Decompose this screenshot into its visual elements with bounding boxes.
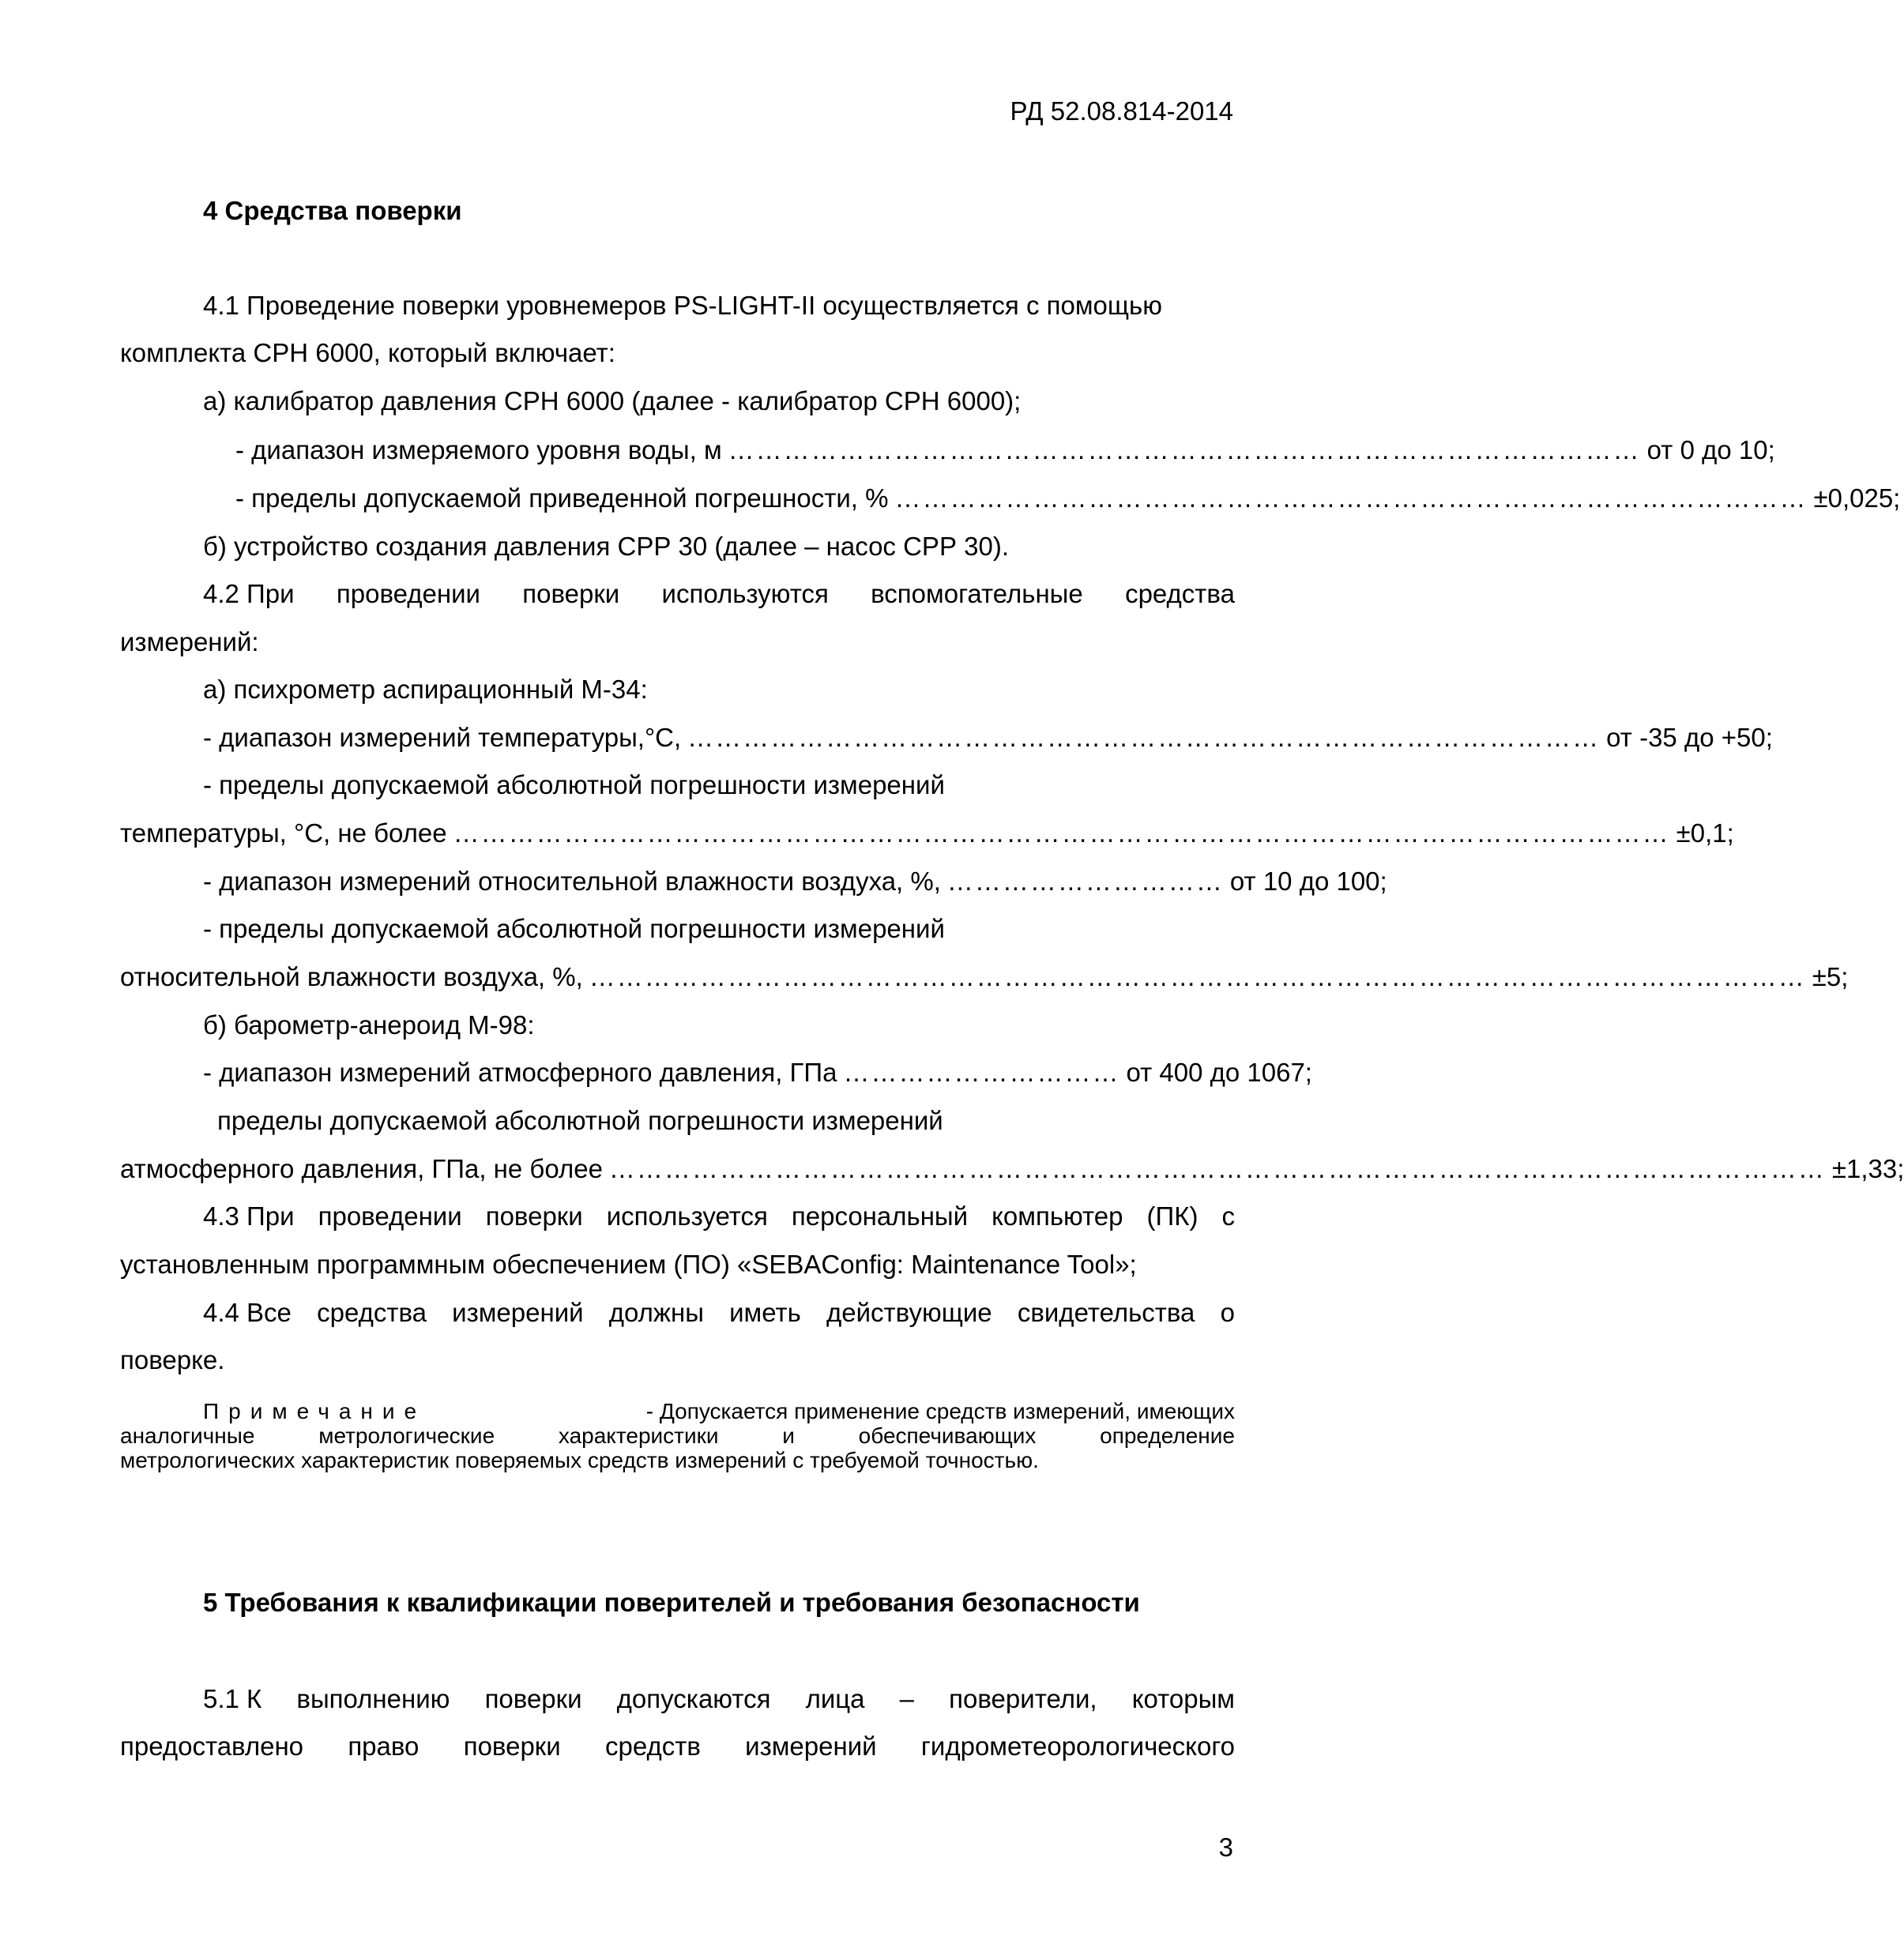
item-4-2-b: б) барометр-анероид М-98:	[203, 1010, 535, 1040]
leader-dots: …………………………	[946, 867, 1224, 896]
leader-dots: ………………………………………………………………………………………	[728, 435, 1641, 464]
note-label: Примечание	[203, 1399, 427, 1423]
spec-temp-range: - диапазон измерений температуры,°С, ……………………………………………………………………………………… от -35 до +50;	[203, 723, 1773, 752]
leader-dots: ……………………………………………………………………………………………………………………	[589, 962, 1806, 991]
spec-level-error: - пределы допускаемой приведенной погрешности, % ……………………………………………………………………………………… ±0,025;	[235, 483, 1901, 513]
para-4-3-line-2: установленным программным обеспечением (ПО) «SEBAConfig: Maintenance Tool»;	[120, 1250, 1137, 1279]
section-4-heading: 4 Средства поверки	[203, 196, 462, 225]
para-4-1-line-1: 4.1 Проведение поверки уровнемеров PS-LIGHT-II осуществляется с помощью	[203, 291, 1162, 320]
para-5-1-line-2: предоставлено право поверки средств измерений гидрометеорологического	[120, 1732, 1235, 1761]
spec-temp-error: температуры, °С, не более …………………………………………………………………………………………………………………… ±0,1;	[120, 818, 1734, 848]
leader-dots: ……………………………………………………………………………………………………………………	[608, 1154, 1826, 1183]
item-4-2-a: а) психрометр аспирационный М-34:	[203, 675, 648, 704]
note-line-2: аналогичные метрологические характеристики и обеспечивающих определение	[120, 1423, 1235, 1448]
item-4-1-b: б) устройство создания давления СРР 30 (далее – насос СРР 30).	[203, 532, 1009, 561]
para-5-1-line-1: 5.1 К выполнению поверки допускаются лица – поверители, которым	[203, 1684, 1235, 1713]
note-line-1: Примечание - Допускается применение средств измерений, имеющих	[203, 1399, 1235, 1423]
spec-pressure-error-line-1: пределы допускаемой абсолютной погрешности измерений	[217, 1106, 943, 1135]
spec-level-range: - диапазон измеряемого уровня воды, м ……………………………………………………………………………………… от 0 до 10;	[235, 435, 1775, 464]
para-4-3-line-1: 4.3 При проведении поверки используется персональный компьютер (ПК) с	[203, 1201, 1235, 1231]
para-4-1-line-2: комплекта СРН 6000, который включает:	[120, 338, 615, 367]
document-code: РД 52.08.814-2014	[1010, 96, 1233, 126]
section-5-heading: 5 Требования к квалификации поверителей и требования безопасности	[203, 1588, 1140, 1617]
leader-dots: ………………………………………………………………………………………	[687, 723, 1601, 752]
leader-dots: ……………………………………………………………………………………………………………………	[453, 818, 1670, 848]
spec-humidity-range: - диапазон измерений относительной влажности воздуха, %, ………………………… от 10 до 100;	[203, 867, 1387, 896]
spec-temp-error-line-1: - пределы допускаемой абсолютной погрешности измерений	[203, 770, 945, 799]
leader-dots: ………………………………………………………………………………………	[894, 483, 1808, 513]
spec-pressure-error: атмосферного давления, ГПа, не более …………………………………………………………………………………………………………………… ±1,33;	[120, 1154, 1904, 1183]
spec-humidity-error: относительной влажности воздуха, %, …………………………………………………………………………………………………………………… ±5;	[120, 962, 1849, 991]
item-4-1-a: а) калибратор давления СРН 6000 (далее - калибратор СРН 6000);	[203, 386, 1022, 415]
leader-dots: …………………………	[843, 1058, 1120, 1087]
para-4-4-line-2: поверке.	[120, 1345, 225, 1374]
para-4-2-line-2: измерений:	[120, 627, 259, 656]
para-4-2-line-1: 4.2 При проведении поверки используются вспомогательные средства	[203, 579, 1235, 608]
page-number: 3	[1218, 1833, 1233, 1862]
para-4-4-line-1: 4.4 Все средства измерений должны иметь действующие свидетельства о	[203, 1298, 1235, 1327]
spec-humidity-error-line-1: - пределы допускаемой абсолютной погрешности измерений	[203, 914, 945, 943]
note-line-3: метрологических характеристик поверяемых средств измерений с требуемой точностью.	[120, 1448, 1039, 1472]
spec-pressure-range: - диапазон измерений атмосферного давления, ГПа ………………………… от 400 до 1067;	[203, 1058, 1312, 1087]
